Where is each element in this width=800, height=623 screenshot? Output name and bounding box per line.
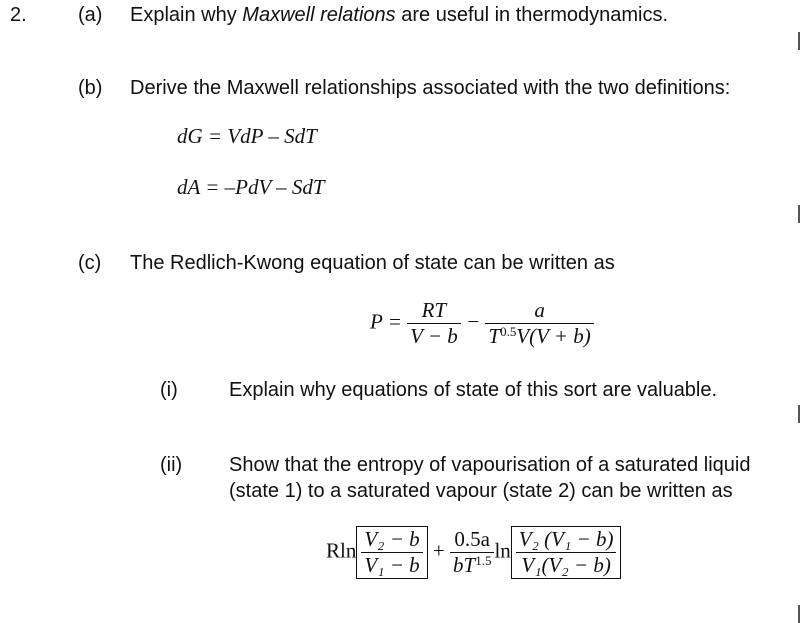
part-a-text: Explain why Maxwell relations are useful in thermodynamics. — [130, 4, 669, 26]
question-number: 2. — [10, 4, 27, 26]
part-c-i-text: Explain why equations of state of this sort are valuable. — [229, 379, 718, 401]
rk-fraction-2: $\frac{a}{T^{0.5}V(V + b)}$ — [485, 298, 593, 349]
entropy-bracket-1: $\frac{\text{V₂ − b}}{\text{V₁ − b}}$ — [356, 526, 427, 579]
part-c-i-label: (i) — [160, 379, 178, 401]
redlich-kwong-equation: P = $\frac{RT}{V - b}$ − $\frac{a}{T^{0.5}V(V + b)}$ — [370, 298, 594, 349]
part-c-label: (c) — [78, 252, 102, 274]
entropy-equation: Rln $\frac{\text{V₂ − b}}{\text{V₁ − b}}$ + $\frac{0.5a}{bT^{1.5}}$ ln $\frac{\text{V₂ (V₁ − b)}}{\text{V₁(V₂ − b)}}$ — [326, 526, 621, 579]
part-c-ii-line1: Show that the entropy of vapourisation of a saturated liquid — [229, 454, 751, 476]
part-c-text: The Redlich-Kwong equation of state can be written as — [130, 252, 615, 274]
part-c-ii-label: (ii) — [160, 454, 183, 476]
equation-gibbs: dG = VdP – SdT — [177, 124, 317, 148]
part-c-ii-line2: (state 1) to a saturated vapour (state 2) can be written as — [229, 480, 733, 502]
equation-helmholtz: dA = –PdV – SdT — [177, 175, 325, 199]
entropy-bracket-3: $\frac{\text{V₂ (V₁ − b)}}{\text{V₁(V₂ − b)}}$ — [511, 526, 622, 579]
entropy-fraction-2: $\frac{0.5a}{bT^{1.5}}$ — [450, 527, 494, 578]
part-a-label: (a) — [78, 4, 103, 26]
part-b-text: Derive the Maxwell relationships associated with the two definitions: — [130, 77, 731, 99]
part-b-label: (b) — [78, 77, 103, 99]
rk-fraction-1: $\frac{RT}{V - b}$ — [407, 298, 461, 349]
part-a-emphasis: Maxwell relations — [242, 4, 396, 26]
